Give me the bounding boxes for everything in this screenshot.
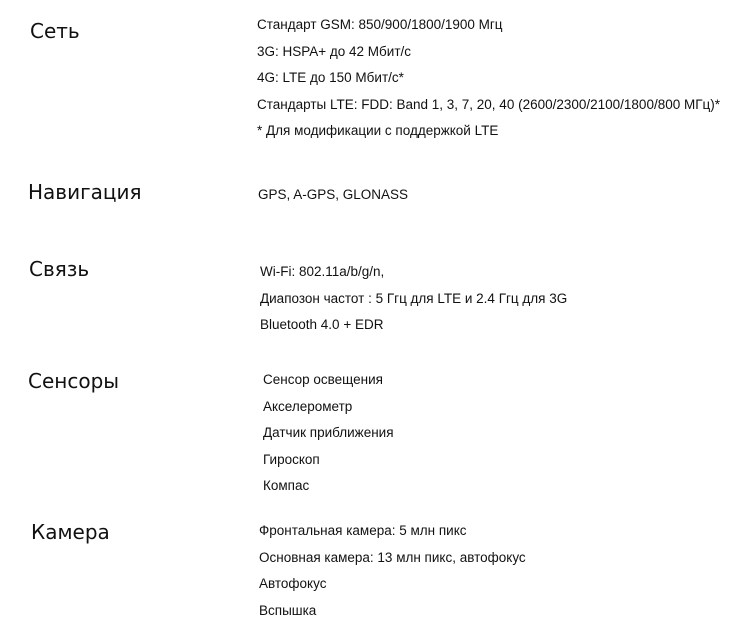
spec-item-flash: Вспышка bbox=[259, 602, 317, 618]
spec-item-3g: 3G: HSPA+ до 42 Мбит/с bbox=[257, 43, 412, 59]
navigation-spec-list bbox=[258, 182, 408, 209]
connectivity-section-title: Связь bbox=[29, 257, 90, 281]
spec-item-autofocus: Автофокус bbox=[259, 576, 327, 592]
spec-item-main-camera: Основная камера: 13 млн пикс, автофокус bbox=[259, 549, 526, 565]
sensors-spec-list bbox=[263, 367, 394, 500]
camera-section-title: Камера bbox=[31, 520, 110, 544]
spec-item-frequency-range: Диапозон частот : 5 Ггц для LTE и 2.4 Ггц для 3G bbox=[260, 290, 568, 306]
spec-item-gsm: Стандарт GSM: 850/900/1800/1900 Мгц bbox=[257, 17, 503, 32]
spec-item-lte-bands: Стандарты LTE: FDD: Band 1, 3, 7, 20, 40 (2600/2300/2100/1800/800 МГц)* bbox=[257, 96, 721, 112]
connectivity-spec-list bbox=[260, 259, 567, 339]
spec-item-lte-footnote: * Для модификации с поддержкой LTE bbox=[257, 123, 499, 139]
navigation-section-title: Навигация bbox=[28, 180, 142, 204]
network-spec-list bbox=[257, 12, 720, 145]
spec-item-wifi: Wi-Fi: 802.11a/b/g/n, bbox=[260, 264, 385, 279]
sensors-section-title: Сенсоры bbox=[28, 369, 120, 393]
spec-item-gps: GPS, A-GPS, GLONASS bbox=[258, 187, 409, 202]
spec-item-front-camera: Фронтальная камера: 5 млн пикс bbox=[259, 523, 467, 538]
spec-item-compass: Компас bbox=[263, 478, 310, 494]
spec-item-proximity-sensor: Датчик приближения bbox=[263, 425, 394, 441]
spec-item-4g: 4G: LTE до 150 Мбит/с* bbox=[257, 70, 404, 86]
spec-item-accelerometer: Акселерометр bbox=[263, 398, 353, 414]
camera-spec-list bbox=[259, 518, 526, 624]
spec-item-gyroscope: Гироскоп bbox=[263, 451, 320, 467]
spec-item-light-sensor: Сенсор освещения bbox=[263, 372, 383, 387]
spec-item-bluetooth: Bluetooth 4.0 + EDR bbox=[260, 317, 384, 333]
network-section-title: Сеть bbox=[30, 19, 80, 43]
